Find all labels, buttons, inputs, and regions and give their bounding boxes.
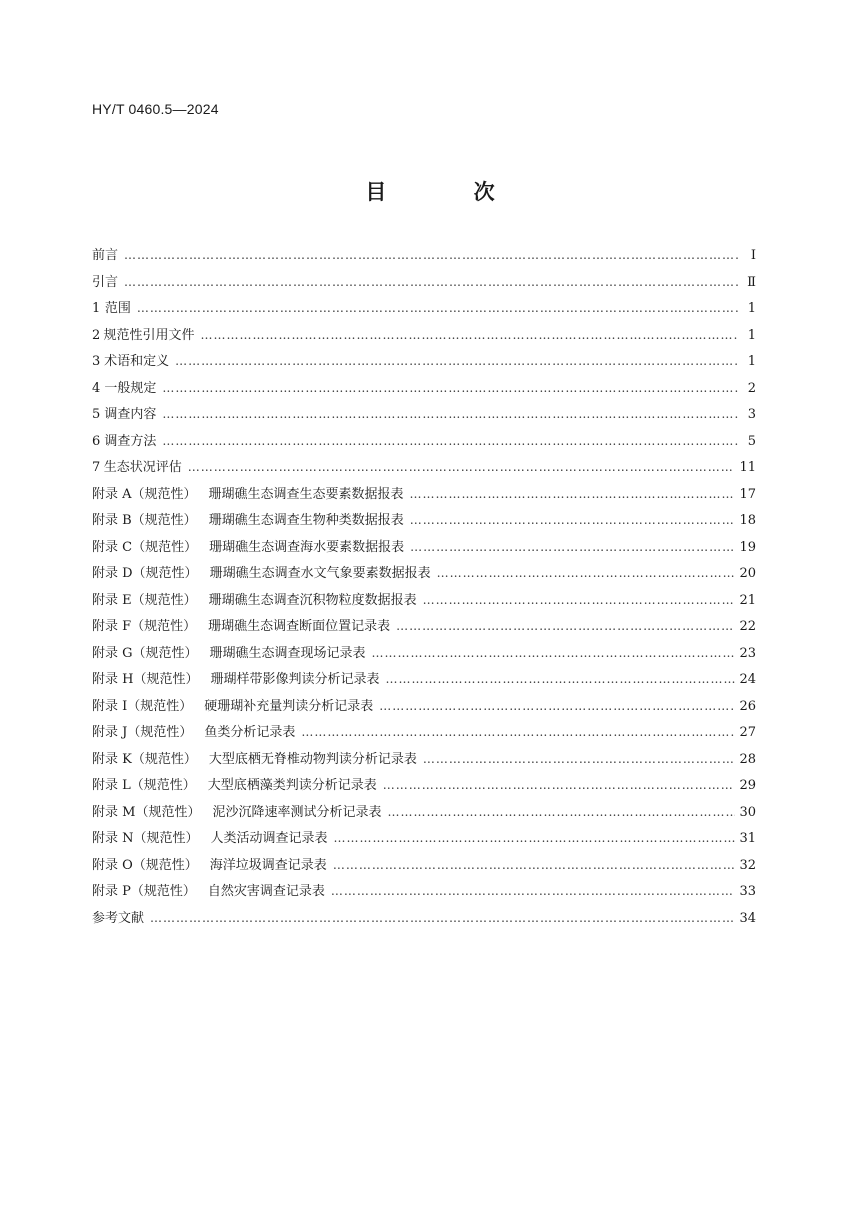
toc-entry-page-number: 17 [739,486,756,502]
toc-leader-dots [301,725,735,739]
toc-entry[interactable] [92,748,756,775]
toc-entry-appendix-prefix: 附录 N（规范性） [92,831,199,846]
toc-entry-appendix-prefix: 附录 P（规范性） [92,884,196,899]
toc-entry-number: 4 [92,380,101,396]
toc-entry[interactable] [92,456,756,483]
toc-entry-page-number: 33 [739,884,756,899]
toc-entry-appendix-prefix: 附录 C（规范性） [92,539,198,555]
toc-entry-appendix-prefix: 附录 F（规范性） [92,619,197,634]
toc-entry[interactable] [92,721,756,748]
toc-leader-dots [410,513,736,527]
toc-entry[interactable] [92,509,756,536]
toc-leader-dots [333,858,736,872]
toc-entry[interactable] [92,801,756,828]
toc-leader-dots [379,699,735,713]
toc-entry-page-number: Ⅱ [747,274,756,290]
toc-entry[interactable] [92,589,756,616]
toc-entry[interactable] [92,324,756,351]
toc-entry-page-number: 1 [747,301,756,316]
toc-entry-page-number: 22 [739,619,756,634]
toc-leader-dots [334,831,736,845]
toc-entry-number: 3 [92,354,101,369]
toc-leader-dots [162,407,738,421]
toc-leader-dots [150,911,735,925]
toc-entry-label: 珊瑚样带影像判读分析记录表 [210,672,380,687]
toc-entry-page-number: 1 [747,327,756,343]
toc-entry[interactable] [92,668,756,695]
toc-entry-label: 生态状况评估 [103,460,182,475]
table-of-contents [92,244,756,933]
toc-entry[interactable] [92,297,756,324]
toc-entry-page-number: 2 [747,380,756,396]
toc-entry-label: 珊瑚礁生态调查生物种类数据报表 [208,513,404,528]
toc-entry-label: 一般规定 [104,380,157,396]
toc-entry-number: 7 [92,460,101,475]
toc-entry[interactable] [92,377,756,404]
toc-entry-appendix-prefix: 附录 E（规范性） [92,592,197,608]
toc-leader-dots [188,460,736,474]
toc-entry-page-number: 29 [739,778,756,793]
toc-entry-page-number: 18 [739,513,756,528]
toc-entry-label: 硬珊瑚补充量判读分析记录表 [204,698,374,714]
toc-entry[interactable] [92,880,756,907]
toc-entry[interactable] [92,907,756,934]
toc-leader-dots [410,487,736,501]
toc-entry[interactable] [92,536,756,563]
toc-leader-dots [162,381,738,395]
toc-leader-dots [137,301,738,315]
toc-entry[interactable] [92,350,756,377]
toc-entry-label: 大型底栖藻类判读分析记录表 [207,778,377,793]
toc-entry-page-number: 27 [739,725,756,740]
toc-leader-dots [386,672,736,686]
toc-entry-number: 2 [92,327,101,343]
page-title: 目 次 [365,179,535,204]
toc-leader-dots [175,354,738,368]
toc-entry-appendix-prefix: 附录 O（规范性） [92,857,198,873]
toc-entry-page-number: 19 [739,539,756,555]
toc-entry-page-number: 24 [739,672,756,687]
toc-entry-page-number: 21 [739,592,756,608]
toc-leader-dots [396,619,735,633]
toc-entry-page-number: Ⅰ [750,248,756,263]
toc-entry-label: 珊瑚礁生态调查生态要素数据报表 [208,486,404,502]
toc-entry-appendix-prefix: 附录 D（规范性） [92,566,198,581]
toc-entry-label: 泥沙沉降速率测试分析记录表 [212,804,382,820]
toc-entry-page-number: 5 [747,433,756,449]
toc-entry-label: 术语和定义 [104,354,170,369]
document-code: HY/T 0460.5—2024 [92,101,219,117]
toc-entry-appendix-prefix: 附录 J（规范性） [92,725,193,740]
toc-entry-page-number: 28 [739,751,756,767]
toc-leader-dots [423,752,736,766]
toc-entry-label: 海洋垃圾调查记录表 [209,857,327,873]
toc-leader-dots [383,778,736,792]
toc-entry-page-number: 23 [739,645,756,661]
toc-entry-page-number: 20 [739,566,756,581]
toc-entry-appendix-prefix: 附录 A（规范性） [92,486,197,502]
toc-entry[interactable] [92,774,756,801]
toc-entry-page-number: 11 [739,460,756,475]
toc-entry-label: 规范性引用文件 [103,327,195,343]
toc-entry-label: 珊瑚礁生态调查沉积物粒度数据报表 [208,592,417,608]
toc-leader-dots [201,328,738,342]
toc-entry[interactable] [92,403,756,430]
toc-entry[interactable] [92,695,756,722]
toc-entry-label: 前言 [92,248,119,263]
toc-entry-label: 调查内容 [104,407,157,422]
toc-entry-label: 人类活动调查记录表 [210,831,328,846]
toc-leader-dots [331,884,736,898]
toc-entry-page-number: 32 [739,857,756,873]
toc-entry-page-number: 34 [739,910,756,926]
toc-entry-label: 范围 [104,301,131,316]
toc-leader-dots [437,566,736,580]
toc-entry-appendix-prefix: 附录 G（规范性） [92,645,198,661]
toc-entry[interactable] [92,562,756,589]
toc-entry[interactable] [92,854,756,881]
toc-entry[interactable] [92,430,756,457]
toc-entry-label: 珊瑚礁生态调查水文气象要素数据报表 [209,566,431,581]
toc-entry-number: 1 [92,301,101,316]
toc-entry[interactable] [92,271,756,298]
toc-leader-dots [124,248,738,262]
toc-entry[interactable] [92,827,756,854]
toc-leader-dots [372,646,736,660]
toc-entry-label: 自然灾害调查记录表 [207,884,325,899]
toc-entry[interactable] [92,483,756,510]
toc-entry-page-number: 3 [747,407,756,422]
toc-entry[interactable] [92,615,756,642]
toc-entry[interactable] [92,244,756,271]
toc-entry-label: 大型底栖无脊椎动物判读分析记录表 [208,751,417,767]
toc-leader-dots [387,805,735,819]
toc-leader-dots [410,540,735,554]
toc-entry-appendix-prefix: 附录 M（规范性） [92,804,201,820]
toc-entry-label: 鱼类分析记录表 [204,725,296,740]
toc-entry-appendix-prefix: 附录 B（规范性） [92,513,197,528]
toc-entry-label: 珊瑚礁生态调查现场记录表 [209,645,366,661]
toc-entry-number: 5 [92,407,101,422]
toc-entry-appendix-prefix: 附录 K（规范性） [92,751,197,767]
toc-entry-label: 引言 [92,274,119,290]
toc-leader-dots [423,593,736,607]
toc-entry-appendix-prefix: 附录 H（规范性） [92,672,199,687]
toc-entry[interactable] [92,642,756,669]
toc-entry-label: 珊瑚礁生态调查断面位置记录表 [208,619,391,634]
toc-entry-page-number: 30 [739,804,756,820]
toc-entry-page-number: 31 [739,831,756,846]
toc-entry-number: 6 [92,433,101,449]
toc-entry-appendix-prefix: 附录 I（规范性） [92,698,193,714]
toc-entry-label: 珊瑚礁生态调查海水要素数据报表 [209,539,405,555]
toc-leader-dots [162,434,738,448]
toc-entry-page-number: 26 [739,698,756,714]
toc-leader-dots [124,275,738,289]
toc-entry-page-number: 1 [747,354,756,369]
toc-entry-appendix-prefix: 附录 L（规范性） [92,778,196,793]
toc-entry-label: 调查方法 [104,433,157,449]
toc-entry-label: 参考文献 [92,910,145,926]
